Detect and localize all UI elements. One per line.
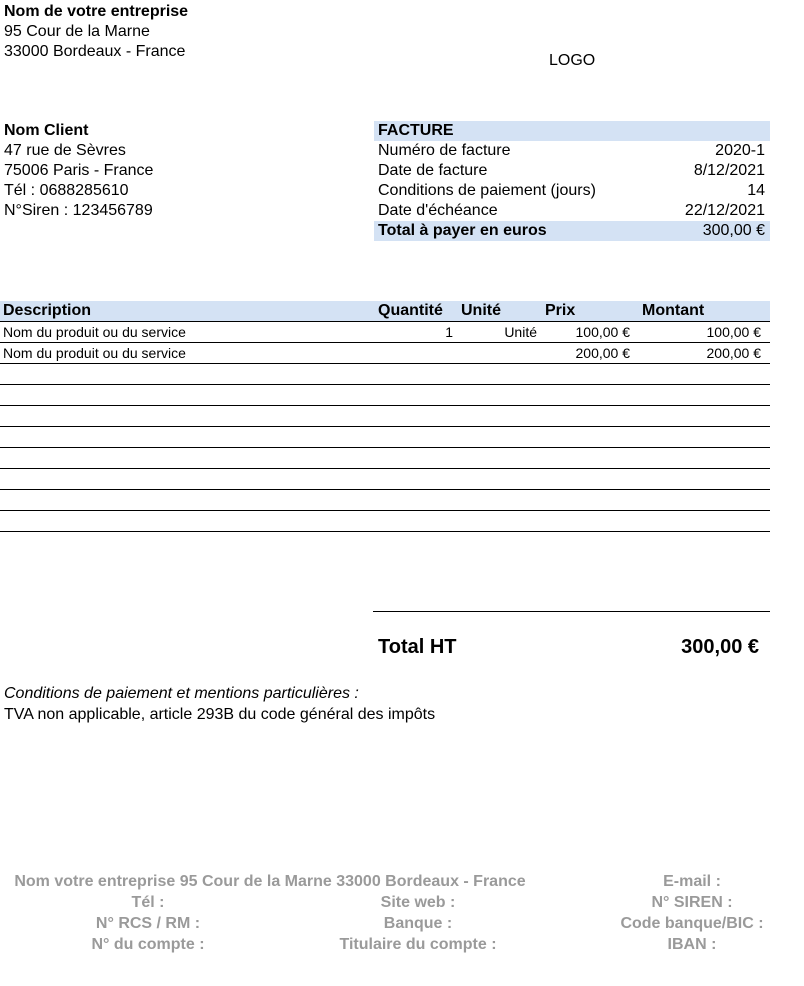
item-price: 100,00 € [575, 324, 630, 340]
total-due-label: Total à payer en euros [378, 222, 547, 239]
header-amount: Montant [642, 302, 705, 319]
footer-email: E-mail : [663, 873, 721, 890]
client-siren: N°Siren : 123456789 [4, 202, 153, 219]
total-ht-value: 300,00 € [681, 636, 759, 658]
invoice-row [374, 141, 770, 161]
invoice-summary [374, 121, 770, 241]
footer-address: Nom votre entreprise 95 Cour de la Marne 33000 Bordeaux - France [14, 873, 526, 890]
header-unit: Unité [461, 302, 501, 319]
item-amount: 200,00 € [706, 345, 761, 361]
due-date-label: Date d'échéance [378, 202, 498, 219]
items-table [0, 301, 770, 532]
footer-iban: IBAN : [667, 936, 717, 953]
invoice-title-row [374, 121, 770, 141]
header-price: Prix [545, 302, 576, 319]
client-phone: Tél : 0688285610 [4, 182, 129, 199]
logo-placeholder: LOGO [549, 52, 596, 69]
table-row [0, 322, 770, 343]
invoice-date-value: 8/12/2021 [693, 162, 765, 179]
total-due-value: 300,00 € [702, 222, 765, 239]
client-name: Nom Client [4, 122, 89, 139]
payment-conditions [4, 683, 435, 725]
empty-table-row [0, 448, 770, 469]
footer-rcs: N° RCS / RM : [95, 915, 201, 932]
invoice-total-row [374, 221, 770, 241]
item-amount: 100,00 € [706, 324, 761, 340]
invoice-date-label: Date de facture [378, 162, 488, 179]
items-table-header [0, 301, 770, 322]
conditions-text: TVA non applicable, article 293B du code général des impôts [4, 706, 436, 723]
empty-table-row [0, 511, 770, 532]
header-description: Description [3, 302, 92, 319]
item-description: Nom du produit ou du service [3, 345, 186, 361]
header-quantity: Quantité [378, 302, 443, 319]
invoice-row [374, 201, 770, 221]
footer-tel: Tél : [131, 894, 165, 911]
company-address-line2: 33000 Bordeaux - France [4, 43, 186, 60]
payment-terms-label: Conditions de paiement (jours) [378, 182, 596, 199]
company-address-line1: 95 Cour de la Marne [4, 23, 150, 40]
empty-table-row [0, 364, 770, 385]
empty-table-row [0, 490, 770, 511]
total-divider [373, 611, 770, 612]
footer-account: N° du compte : [91, 936, 205, 953]
empty-table-row [0, 427, 770, 448]
invoice-row [374, 181, 770, 201]
empty-table-row [0, 406, 770, 427]
invoice-row [374, 161, 770, 181]
footer-bank: Banque : [383, 915, 453, 932]
invoice-number-label: Numéro de facture [378, 142, 511, 159]
footer-siren: N° SIREN : [651, 894, 733, 911]
footer-bic: Code banque/BIC : [620, 915, 764, 932]
empty-table-row [0, 469, 770, 490]
empty-table-row [0, 385, 770, 406]
total-ht-label: Total HT [378, 636, 457, 658]
client-address-line2: 75006 Paris - France [4, 162, 154, 179]
item-quantity: 1 [445, 324, 453, 340]
client-address-line1: 47 rue de Sèvres [4, 142, 126, 159]
footer-website: Site web : [380, 894, 456, 911]
invoice-number-value: 2020-1 [715, 142, 765, 159]
conditions-title: Conditions de paiement et mentions particulières : [4, 685, 359, 702]
company-name: Nom de votre entreprise [4, 3, 189, 20]
due-date-value: 22/12/2021 [684, 202, 765, 219]
client-block [4, 121, 153, 221]
invoice-title: FACTURE [378, 122, 454, 139]
item-unit: Unité [504, 324, 537, 340]
item-description: Nom du produit ou du service [3, 324, 186, 340]
footer-holder: Titulaire du compte : [339, 936, 497, 953]
payment-terms-value: 14 [747, 182, 765, 199]
table-row [0, 343, 770, 364]
item-price: 200,00 € [575, 345, 630, 361]
company-block [4, 2, 188, 62]
